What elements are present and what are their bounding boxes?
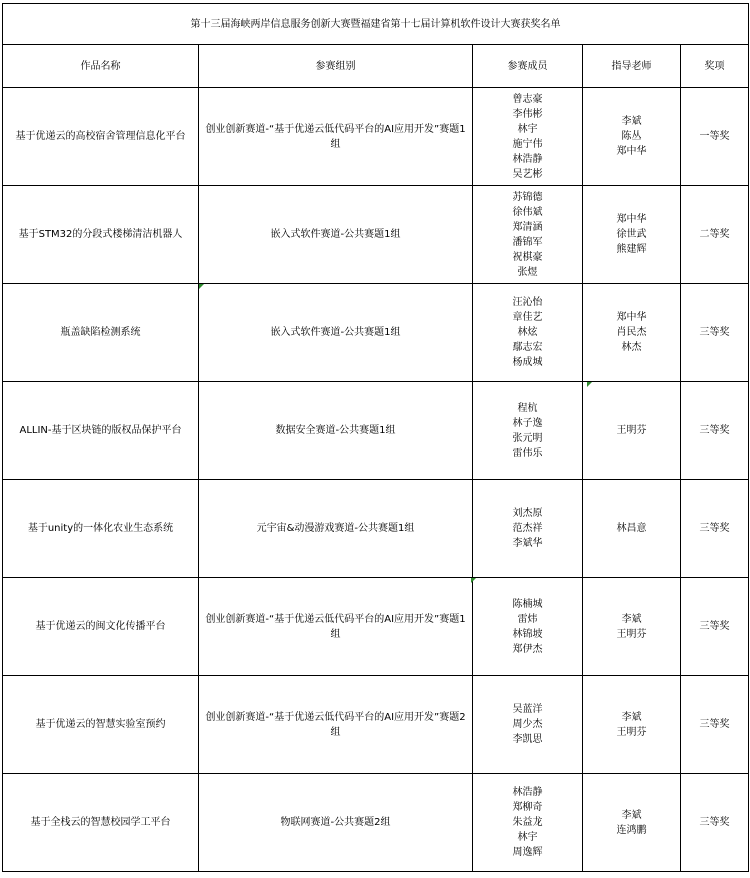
member-name: 李凯思 (512, 734, 543, 745)
member-name: 雷炜 (517, 613, 538, 625)
table-row (3, 88, 749, 186)
work-name-cell[interactable]: ALLIN-基于区块链的版权品保护平台 (3, 382, 199, 480)
advisor-name: 陈丛 (621, 131, 642, 142)
group-cell[interactable]: 嵌入式软件赛道-公共赛题1组 (199, 186, 473, 284)
award-cell[interactable]: 三等奖 (681, 774, 749, 872)
member-name: 林宇 (517, 832, 538, 843)
work-name-cell[interactable]: 基于优递云的高校宿舍管理信息化平台 (3, 88, 199, 186)
cell-comment-marker (471, 578, 476, 583)
award-cell[interactable]: 三等奖 (681, 676, 749, 774)
member-name: 吴艺彬 (512, 168, 543, 180)
award-cell[interactable]: 三等奖 (681, 382, 749, 480)
table-row (3, 676, 749, 774)
member-name: 汪沁怡 (512, 297, 543, 308)
member-name: 施宁伟 (512, 138, 543, 150)
table-row (3, 186, 749, 284)
member-name: 陈楠城 (512, 598, 543, 610)
member-name: 曾志豪 (512, 93, 543, 105)
member-name: 祝棋豪 (512, 251, 543, 263)
advisor-name: 李斌 (621, 613, 642, 625)
header-row (3, 45, 749, 88)
member-name: 李斌华 (512, 538, 543, 549)
header-group[interactable]: 参赛组别 (199, 45, 473, 88)
member-name: 程杭 (517, 402, 538, 414)
table-row (3, 284, 749, 382)
members-cell[interactable] (473, 774, 583, 872)
member-name: 林浩静 (512, 153, 543, 165)
group-cell[interactable]: 创业创新赛道-“基于优递云低代码平台的AI应用开发”赛题2组 (199, 676, 473, 774)
cell-comment-marker (587, 382, 592, 387)
member-name: 林宇 (517, 123, 538, 135)
advisor-name: 熊建辉 (616, 244, 647, 255)
member-name: 周逸辉 (512, 847, 543, 858)
award-cell[interactable]: 三等奖 (681, 284, 749, 382)
advisor-name: 李斌 (621, 809, 642, 821)
member-name: 林浩静 (512, 787, 543, 798)
member-name: 林炫 (517, 327, 538, 338)
group-cell[interactable]: 数据安全赛道-公共赛题1组 (199, 382, 473, 480)
member-name: 苏锦德 (512, 191, 543, 203)
advisors-cell[interactable] (583, 88, 681, 186)
group-cell[interactable]: 创业创新赛道-“基于优递云低代码平台的AI应用开发”赛题1组 (199, 578, 473, 676)
member-name: 李伟彬 (512, 108, 543, 120)
advisors-cell[interactable] (583, 578, 681, 676)
advisor-name: 林昌意 (616, 523, 647, 534)
member-name: 鄢志宏 (512, 342, 543, 353)
work-name-cell[interactable]: 基于全栈云的智慧校园学工平台 (3, 774, 199, 872)
group-cell[interactable]: 物联网赛道-公共赛题2组 (199, 774, 473, 872)
group-cell[interactable]: 创业创新赛道-“基于优递云低代码平台的AI应用开发”赛题1组 (199, 88, 473, 186)
members-cell[interactable] (473, 480, 583, 578)
advisor-name: 林杰 (621, 342, 642, 353)
header-award[interactable]: 奖项 (681, 45, 749, 88)
advisor-name: 郑中华 (616, 146, 647, 157)
member-name: 张煜 (517, 266, 538, 278)
advisor-name: 王明芬 (616, 425, 647, 436)
members-cell[interactable] (473, 676, 583, 774)
advisors-cell[interactable] (583, 186, 681, 284)
member-name: 刘杰原 (512, 508, 543, 519)
sheet-title[interactable]: 第十三届海峡两岸信息服务创新大赛暨福建省第十七届计算机软件设计大赛获奖名单 (3, 4, 749, 45)
table-body (3, 88, 749, 872)
table-row (3, 774, 749, 872)
award-cell[interactable]: 三等奖 (681, 480, 749, 578)
members-cell[interactable] (473, 382, 583, 480)
advisor-name: 徐世武 (616, 229, 647, 240)
member-name: 范杰祥 (512, 523, 543, 534)
member-name: 郑伊杰 (512, 643, 543, 655)
members-cell[interactable] (473, 88, 583, 186)
group-cell[interactable]: 元宇宙&动漫游戏赛道-公共赛题1组 (199, 480, 473, 578)
table-row (3, 578, 749, 676)
member-name: 徐伟斌 (512, 206, 543, 218)
member-name: 雷伟乐 (512, 447, 543, 459)
member-name: 林锦坡 (512, 628, 543, 640)
work-name-cell[interactable]: 基于优递云的闽文化传播平台 (3, 578, 199, 676)
advisor-name: 王明芬 (616, 726, 647, 738)
advisor-name: 李斌 (621, 711, 642, 723)
members-cell[interactable] (473, 284, 583, 382)
advisor-name: 郑中华 (616, 312, 647, 323)
work-name-cell[interactable]: 基于优递云的智慧实验室预约 (3, 676, 199, 774)
advisors-cell[interactable] (583, 284, 681, 382)
advisor-name: 郑中华 (616, 214, 647, 225)
header-members[interactable]: 参赛成员 (473, 45, 583, 88)
work-name-cell[interactable]: 瓶盖缺陷检测系统 (3, 284, 199, 382)
member-name: 潘锦军 (512, 236, 543, 248)
members-cell[interactable] (473, 186, 583, 284)
cell-comment-marker (199, 284, 204, 289)
header-advisors[interactable]: 指导老师 (583, 45, 681, 88)
advisors-cell[interactable] (583, 676, 681, 774)
member-name: 吴蓝洋 (512, 704, 543, 715)
award-cell[interactable]: 一等奖 (681, 88, 749, 186)
award-table (2, 3, 749, 872)
work-name-cell[interactable]: 基于STM32的分段式楼梯清洁机器人 (3, 186, 199, 284)
member-name: 郑柳奇 (512, 802, 543, 813)
advisors-cell[interactable] (583, 382, 681, 480)
members-cell[interactable] (473, 578, 583, 676)
table-row (3, 382, 749, 480)
member-name: 周少杰 (512, 719, 543, 730)
advisor-name: 肖民杰 (616, 327, 647, 338)
advisors-cell[interactable] (583, 480, 681, 578)
member-name: 张元明 (512, 432, 543, 444)
member-name: 杨成城 (512, 357, 543, 368)
member-name: 章佳艺 (512, 312, 543, 323)
member-name: 郑清涵 (512, 221, 543, 233)
work-name-cell[interactable]: 基于unity的一体化农业生态系统 (3, 480, 199, 578)
member-name: 朱益龙 (512, 817, 543, 828)
award-cell[interactable]: 二等奖 (681, 186, 749, 284)
advisor-name: 连鸿鹏 (616, 824, 647, 836)
award-cell[interactable]: 三等奖 (681, 578, 749, 676)
advisors-cell[interactable] (583, 774, 681, 872)
member-name: 林子逸 (512, 417, 543, 429)
advisor-name: 李斌 (621, 116, 642, 127)
group-cell[interactable]: 嵌入式软件赛道-公共赛题1组 (199, 284, 473, 382)
advisor-name: 王明芬 (616, 628, 647, 640)
header-work-name[interactable]: 作品名称 (3, 45, 199, 88)
table-row (3, 480, 749, 578)
